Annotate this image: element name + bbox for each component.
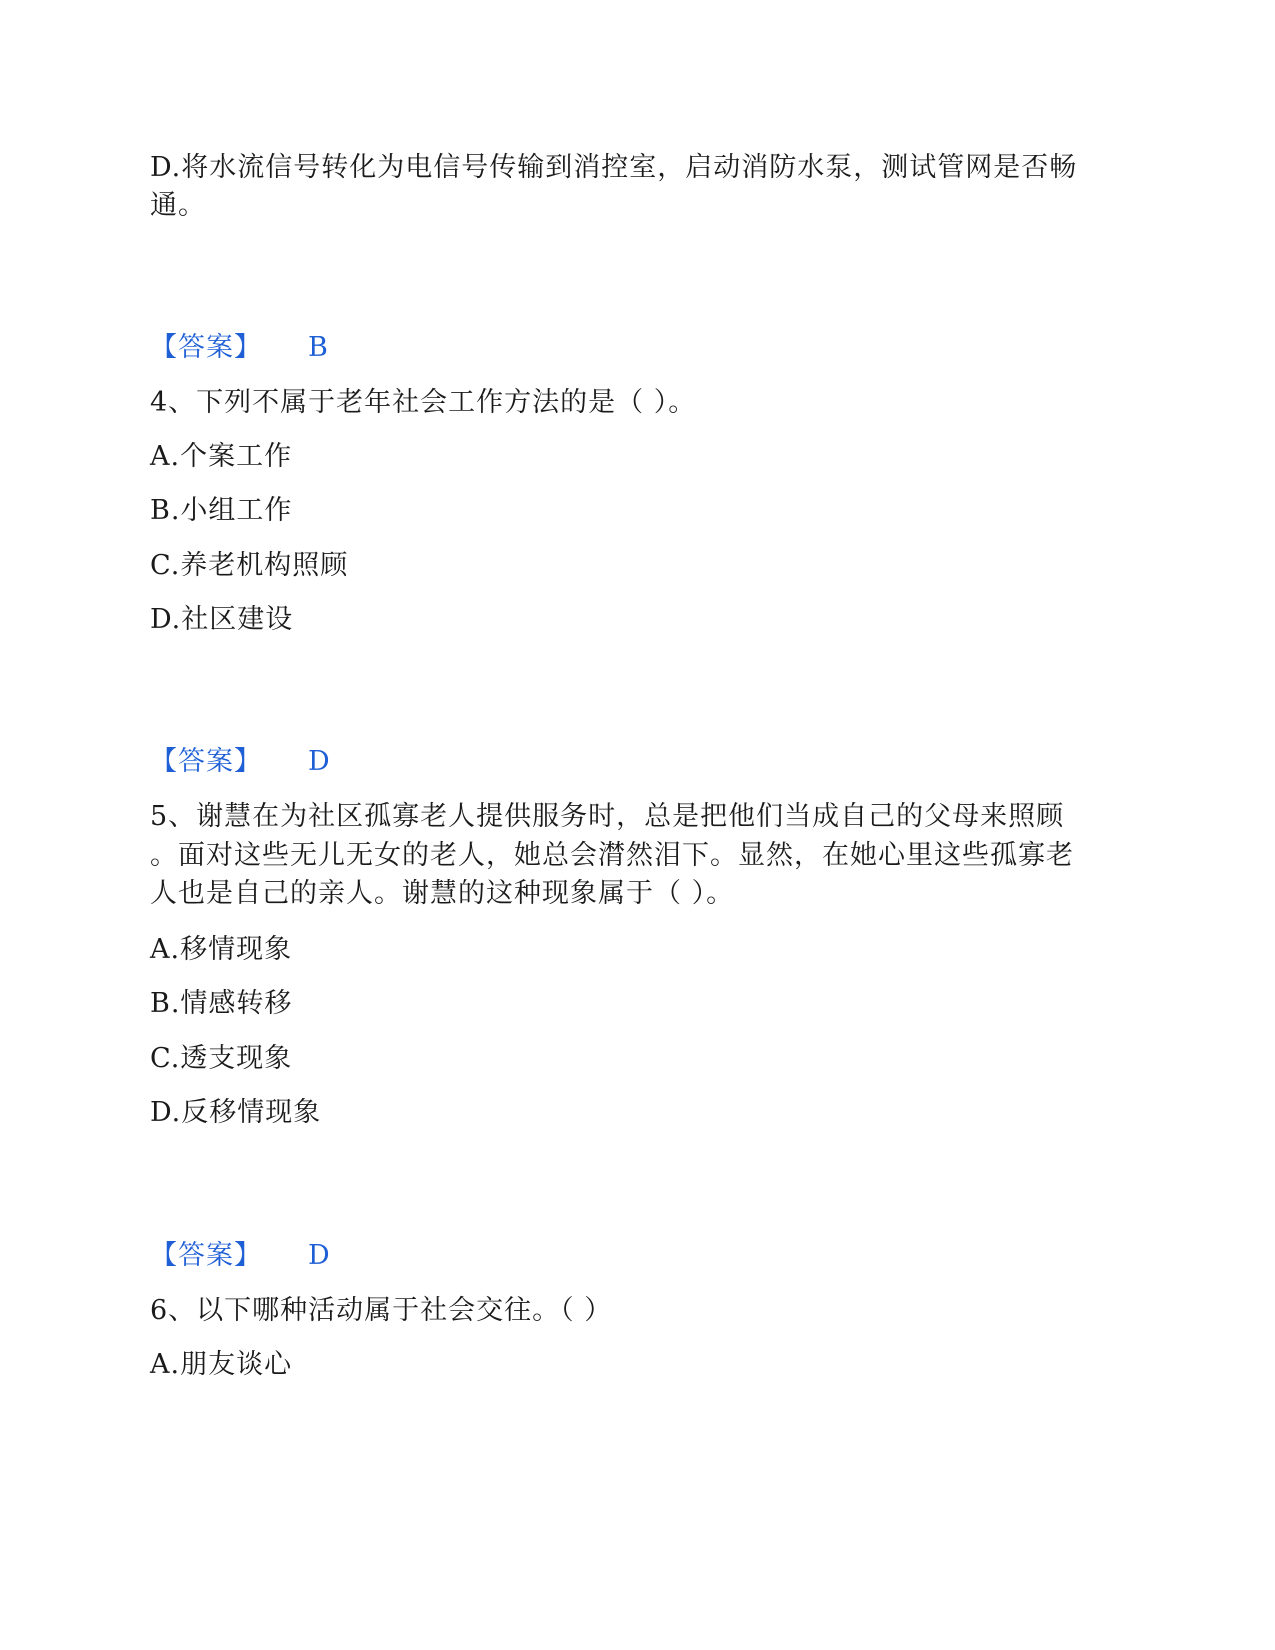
q3-option-d-line2: 通。 [150, 190, 206, 221]
q4-answer [150, 742, 331, 782]
q5-option-d: D.反移情现象 [150, 1097, 322, 1128]
q4-option-c: C.养老机构照顾 [150, 550, 349, 581]
q3-answer [150, 328, 329, 368]
answer-value: B [308, 332, 329, 363]
answer-value: D [308, 1240, 331, 1271]
q5-stem-line2: 。面对这些无儿无女的老人，她总会潸然泪下。显然，在她心里这些孤寡老 [150, 840, 1074, 871]
q5-option-c: C.透支现象 [150, 1043, 293, 1074]
answer-label: 【答案】 [150, 1240, 262, 1271]
q5-option-a: A.移情现象 [150, 934, 293, 965]
q5-stem-line3: 人也是自己的亲人。谢慧的这种现象属于（ ）。 [150, 878, 735, 909]
answer-value: D [308, 746, 331, 777]
q4-option-d: D.社区建设 [150, 604, 294, 635]
q6-stem: 6、以下哪种活动属于社会交往。（ ） [150, 1295, 613, 1326]
answer-label: 【答案】 [150, 332, 262, 363]
q5-stem-line1: 5、谢慧在为社区孤寡老人提供服务时，总是把他们当成自己的父母来照顾 [150, 801, 1065, 832]
q5-option-b: B.情感转移 [150, 988, 293, 1019]
q4-option-b: B.小组工作 [150, 495, 293, 526]
q4-stem: 4、下列不属于老年社会工作方法的是（ ）。 [150, 387, 697, 418]
q5-answer [150, 1236, 331, 1276]
q3-option-d-line1: D.将水流信号转化为电信号传输到消控室，启动消防水泵，测试管网是否畅 [150, 152, 1078, 183]
answer-label: 【答案】 [150, 746, 262, 777]
q4-option-a: A.个案工作 [150, 441, 293, 472]
q6-option-a: A.朋友谈心 [150, 1349, 293, 1380]
